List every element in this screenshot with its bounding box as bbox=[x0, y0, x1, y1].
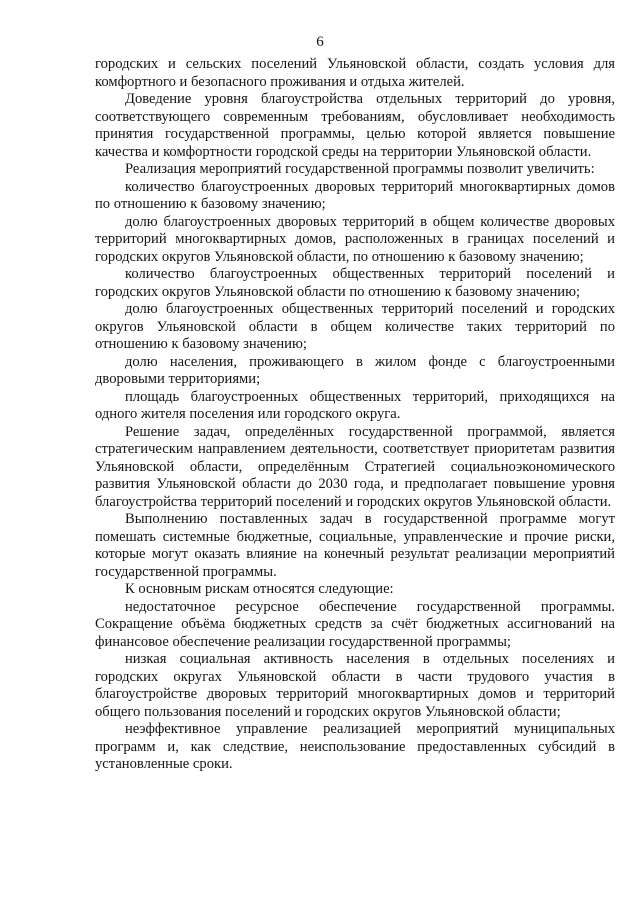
list-item: количество благоустроенных дворовых территорий многоквартирных домов по отношению к базовому значению; bbox=[95, 178, 615, 212]
paragraph: Решение задач, определённых государственной программой, является стратегическим направлением деятельности, соответствует приоритетам развития Ульяновской области, определённым Стратегией социальноэкономического развития Ульяновской области до 2030 года, и предполагает повышение уровня благоустройства территорий поселений и городских округов Ульяновской области. bbox=[95, 423, 615, 510]
list-item: количество благоустроенных общественных территорий поселений и городских округов Ульяновской области по отношению к базовому значению; bbox=[95, 266, 615, 300]
paragraph: городских и сельских поселений Ульяновской области, создать условия для комфортного и безопасного проживания и отдыха жителей. bbox=[95, 56, 615, 90]
risk-item: низкая социальная активность населения в отдельных поселениях и городских округах Ульяновской области в части трудового участия в благоустройстве дворовых территорий многоквартирных домов и территорий общего пользования поселений и городских округов Ульяновской области; bbox=[95, 651, 615, 720]
risk-item: недостаточное ресурсное обеспечение государственной программы. Сокращение объёма бюджетных средств за счёт бюджетных ассигнований на финансовое обеспечение реализации государственной программы; bbox=[95, 598, 615, 650]
paragraph: Доведение уровня благоустройства отдельных территорий до уровня, соответствующего современным требованиям, обусловливает необходимость принятия государственной программы, целью которой является повышение качества и комфортности городской среды на территории Ульяновской области. bbox=[95, 91, 615, 160]
list-item: долю благоустроенных дворовых территорий в общем количестве дворовых территорий многоквартирных домов, расположенных в границах поселений и городских округов Ульяновской области, по отношению к базовому значению; bbox=[95, 213, 615, 265]
paragraph: К основным рискам относятся следующие: bbox=[125, 581, 394, 597]
list-item: площадь благоустроенных общественных территорий, приходящихся на одного жителя поселения или городского округа. bbox=[95, 388, 615, 422]
paragraph: Выполнению поставленных задач в государственной программе могут помешать системные бюджетные, социальные, управленческие и прочие риски, которые могут оказать влияние на конечный результат реализации мероприятий государственной программы. bbox=[95, 511, 615, 580]
list-item: долю населения, проживающего в жилом фонде с благоустроенными дворовыми территориями; bbox=[95, 353, 615, 387]
list-item: долю благоустроенных общественных территорий поселений и городских округов Ульяновской области в общем количестве таких территорий по отношению к базовому значению; bbox=[95, 301, 615, 352]
document-body bbox=[95, 56, 615, 774]
page-number: 6 bbox=[316, 34, 324, 50]
risk-item: неэффективное управление реализацией мероприятий муниципальных программ и, как следствие, неиспользование предоставленных субсидий в установленные сроки. bbox=[95, 721, 615, 772]
paragraph: Реализация мероприятий государственной программы позволит увеличить: bbox=[125, 161, 595, 177]
